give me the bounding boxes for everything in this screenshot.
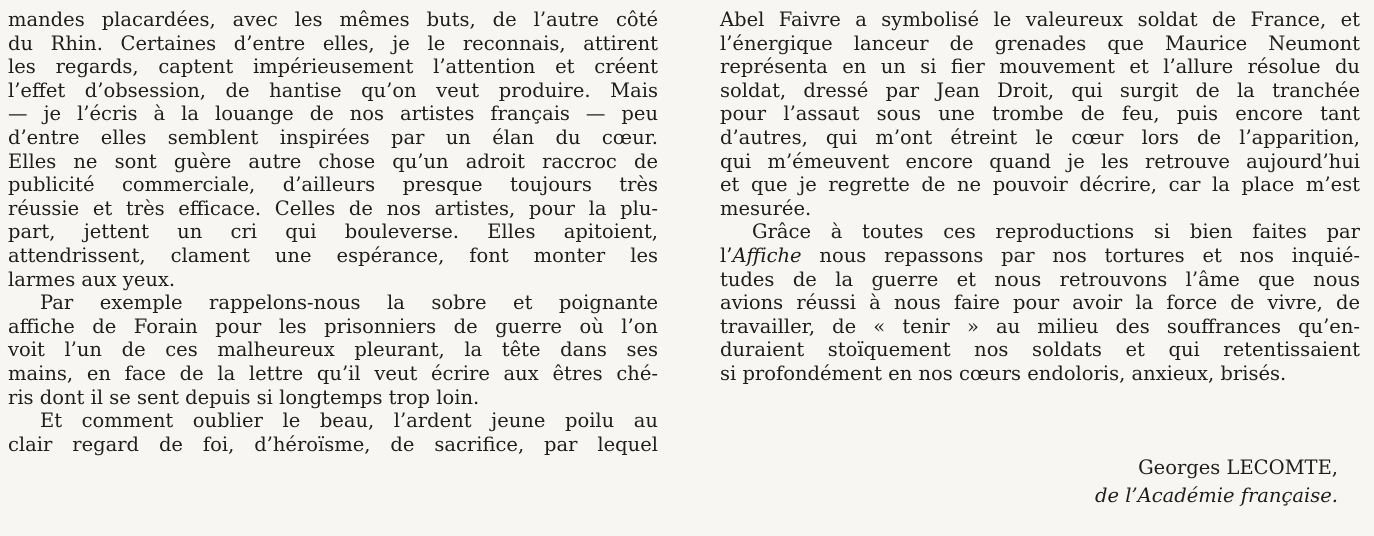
text-line: soldat, dressé par Jean Droit, qui surgit de la tranchée bbox=[720, 78, 1360, 102]
text-fragment: nous repassons par nos tortures et nos inquié- bbox=[801, 243, 1360, 267]
text-line: l’énergique lanceur de grenades que Maurice Neumont bbox=[720, 31, 1360, 55]
right-column bbox=[720, 8, 1360, 386]
left-column bbox=[8, 8, 658, 456]
text-line: clair regard de foi, d’héroïsme, de sacrifice, par lequel bbox=[8, 432, 658, 456]
text-line: affiche de Forain pour les prisonniers de guerre où l’on bbox=[8, 314, 658, 338]
text-line: et que je regrette de ne pouvoir décrire, car la place m’est bbox=[720, 173, 1360, 197]
text-line: mandes placardées, avec les mêmes buts, de l’autre côté bbox=[8, 8, 658, 31]
text-line: Par exemple rappelons-nous la sobre et poignante bbox=[40, 291, 658, 315]
signature-affiliation: de l’Académie française. bbox=[1094, 484, 1338, 507]
text-line: Et comment oublier le beau, l’ardent jeune poilu au bbox=[40, 409, 658, 433]
text-line: mains, en face de la lettre qu’il veut écrire aux êtres ché- bbox=[8, 361, 658, 385]
text-line: Abel Faivre a symbolisé le valeureux soldat de France, et bbox=[720, 8, 1360, 31]
text-line: avions réussi à nous faire pour avoir la force de vivre, de bbox=[720, 291, 1360, 315]
text-line: qui m’émeuvent encore quand je les retrouve aujourd’hui bbox=[720, 149, 1360, 173]
text-line: — je l’écris à la louange de nos artistes français — peu bbox=[8, 102, 658, 126]
text-line: ris dont il se sent depuis si longtemps trop loin. bbox=[8, 385, 480, 409]
text-line: représenta en un si fier mouvement et l’allure résolue du bbox=[720, 55, 1360, 79]
text-line: Grâce à toutes ces reproductions si bien faites par bbox=[752, 220, 1360, 244]
text-line: duraient stoïquement nos soldats et qui retentissaient bbox=[720, 338, 1360, 362]
text-line: d’entre elles semblent inspirées par un élan du cœur. bbox=[8, 125, 658, 149]
text-line: d’autres, qui m’ont étreint le cœur lors de l’apparition, bbox=[720, 125, 1360, 149]
text-line: si profondément en nos cœurs endoloris, anxieux, brisés. bbox=[720, 361, 1287, 385]
text-line: pour l’assaut sous une trombe de feu, puis encore tant bbox=[720, 102, 1360, 126]
text-line: réussie et très efficace. Celles de nos artistes, pour la plu- bbox=[8, 196, 658, 220]
signature-name: Georges LECOMTE, bbox=[1138, 456, 1338, 479]
text-line: mesurée. bbox=[720, 196, 812, 220]
text-line: les regards, captent impérieusement l’attention et créent bbox=[8, 55, 658, 79]
text-line: travailler, de « tenir » au milieu des souffrances qu’en- bbox=[720, 314, 1360, 338]
text-line: attendrissent, clament une espérance, font monter les bbox=[8, 243, 658, 267]
text-fragment: l’ bbox=[720, 243, 733, 267]
text-line: tudes de la guerre et nous retrouvons l’âme que nous bbox=[720, 267, 1360, 291]
text-line: part, jettent un cri qui bouleverse. Elles apitoient, bbox=[8, 220, 658, 244]
text-line: l’effet d’obsession, de hantise qu’on veut produire. Mais bbox=[8, 78, 658, 102]
italic-title: Affiche bbox=[732, 243, 802, 267]
text-line: publicité commerciale, d’ailleurs presque toujours très bbox=[8, 173, 658, 197]
text-line bbox=[720, 244, 1360, 268]
text-line: voit l’un de ces malheureux pleurant, la tête dans ses bbox=[8, 338, 658, 362]
text-line: larmes aux yeux. bbox=[8, 267, 176, 291]
text-line: du Rhin. Certaines d’entre elles, je le reconnais, attirent bbox=[8, 31, 658, 55]
text-line: Elles ne sont guère autre chose qu’un adroit raccroc de bbox=[8, 149, 658, 173]
